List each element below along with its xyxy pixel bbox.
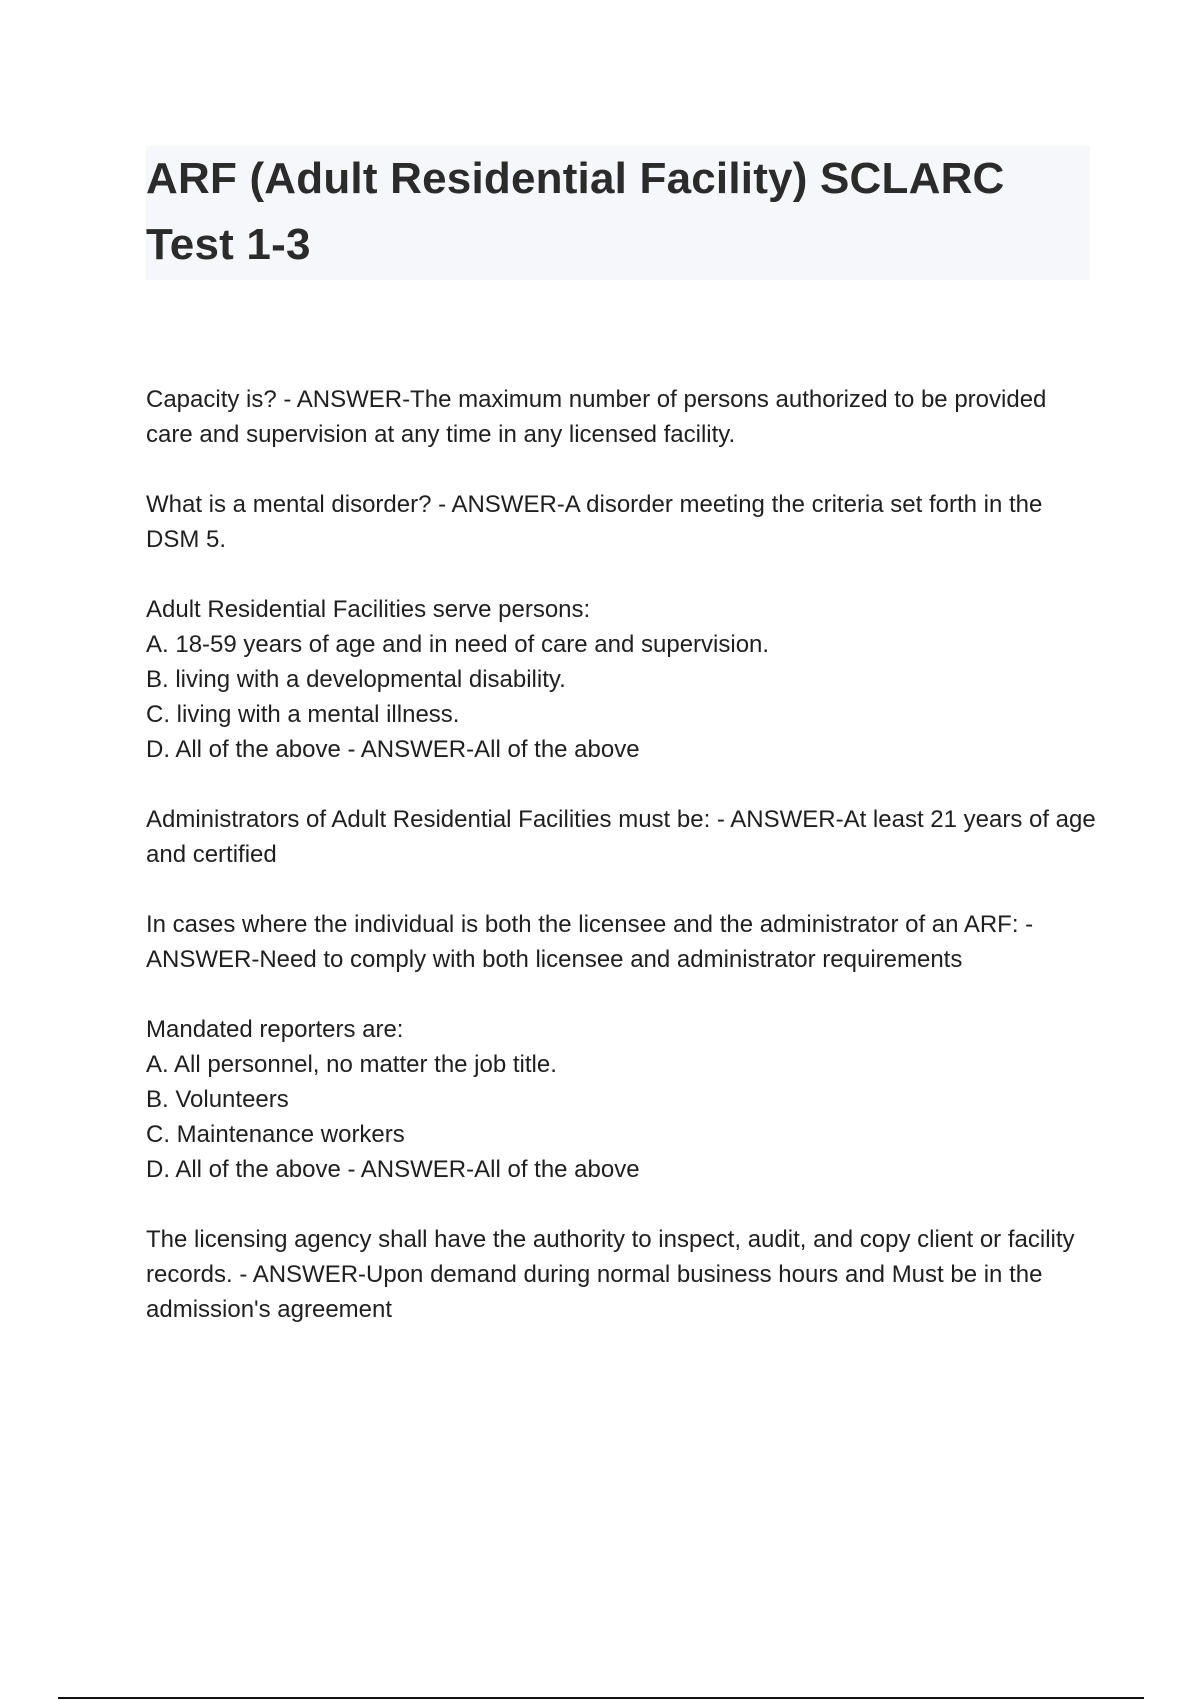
qa-question: Adult Residential Facilities serve persons: (146, 596, 591, 623)
qa-line: Capacity is? - ANSWER-The maximum number of persons authorized to be provided care and supervision at any time in any licensed facility. (146, 386, 1047, 448)
qa-option: C. living with a mental illness. (146, 701, 460, 728)
qa-line: Administrators of Adult Residential Facilities must be: - ANSWER-At least 21 years of age and certified (146, 806, 1096, 868)
qa-option: A. All personnel, no matter the job title. (146, 1051, 557, 1078)
qa-question: Mandated reporters are: (146, 1016, 404, 1043)
document-title: ARF (Adult Residential Facility) SCLARC Test 1-3 (146, 154, 1005, 269)
footer-divider (58, 1697, 1144, 1699)
qa-list (146, 382, 1096, 1362)
qa-option: B. Volunteers (146, 1086, 289, 1113)
qa-item (146, 907, 1096, 977)
qa-option: D. All of the above - ANSWER-All of the above (146, 1156, 640, 1183)
qa-option: B. living with a developmental disability. (146, 666, 566, 693)
qa-item (146, 382, 1096, 452)
qa-item (146, 487, 1096, 557)
qa-line: The licensing agency shall have the authority to inspect, audit, and copy client or facility records. - ANSWER-Upon demand during normal business hours and Must be in the admission's agreement (146, 1226, 1075, 1323)
qa-item (146, 1222, 1096, 1327)
title-block (146, 146, 1090, 280)
qa-item (146, 1012, 1096, 1187)
qa-item (146, 592, 1096, 767)
qa-option: D. All of the above - ANSWER-All of the above (146, 736, 640, 763)
qa-item (146, 802, 1096, 872)
qa-option: C. Maintenance workers (146, 1121, 405, 1148)
qa-line: What is a mental disorder? - ANSWER-A disorder meeting the criteria set forth in the DSM 5. (146, 491, 1043, 553)
qa-line: In cases where the individual is both the licensee and the administrator of an ARF: - ANSWER-Need to comply with both licensee and administrator requirements (146, 911, 1034, 973)
qa-option: A. 18-59 years of age and in need of care and supervision. (146, 631, 770, 658)
